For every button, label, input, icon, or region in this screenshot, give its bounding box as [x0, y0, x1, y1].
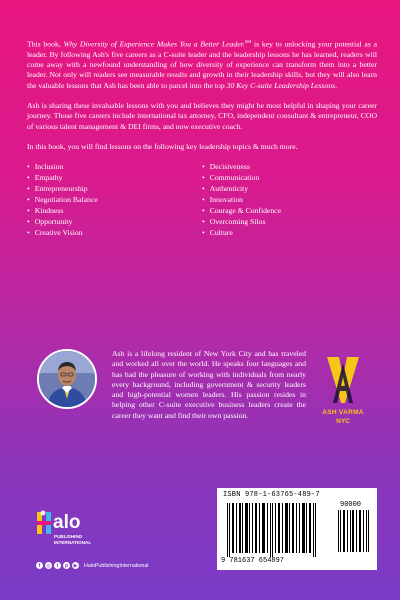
isbn-barcode: [217, 488, 377, 570]
topic-item: • Kindness: [27, 206, 202, 217]
topic-item: • Inclusion: [27, 162, 202, 173]
topics-column-left: [27, 162, 202, 238]
publisher-name: alo: [53, 512, 81, 533]
cover-copy: [27, 37, 377, 239]
description-paragraph-3: In this book, you will find lessons on the following key leadership topics & much more.: [27, 141, 298, 151]
topic-item: • Creative Vision: [27, 228, 202, 239]
facebook-icon[interactable]: f: [36, 562, 43, 569]
topic-item: • Empathy: [27, 173, 202, 184]
publisher-subtitle: [54, 534, 91, 545]
author-logo-name: ASH VARMA: [322, 409, 364, 416]
isbn-number: ISBN 978-1-63765-489-7: [223, 491, 320, 499]
social-links: [36, 562, 149, 569]
topics-list: [27, 162, 377, 238]
p1-intro: This book,: [27, 39, 64, 49]
topic-item: • Communication: [202, 173, 377, 184]
instagram-icon[interactable]: ◎: [46, 562, 51, 569]
topic-item: • Innovation: [202, 195, 377, 206]
topics-column-right: [202, 162, 377, 238]
barcode-digits: 9 781637 654897: [221, 557, 285, 565]
lessons-title: 30 Key C-suite Leadership Lessons: [226, 80, 336, 90]
book-title: Why Diversity of Experience Makes You a Better Leader.: [63, 39, 245, 49]
ean-barcode-icon: [227, 503, 319, 557]
publisher-logo: [37, 510, 127, 560]
topic-item: • Overcoming Silos: [202, 217, 377, 228]
p1-end: .: [335, 80, 338, 90]
author-logo-city: NYC: [336, 418, 350, 425]
publisher-sub2: INTERNATIONAL: [54, 539, 92, 545]
author-photo: [37, 349, 97, 409]
youtube-icon[interactable]: ▶: [73, 562, 78, 569]
publisher-sub1: PUBLISHING: [54, 534, 83, 539]
topic-item: • Authenticity: [202, 184, 377, 195]
topic-item: • Negotiation Balance: [27, 195, 202, 206]
twitter-icon[interactable]: t: [54, 562, 61, 569]
topic-item: • Opportunity: [27, 217, 202, 228]
topic-item: • Culture: [202, 228, 377, 239]
pinterest-icon[interactable]: p: [64, 562, 69, 569]
price-barcode-icon: [338, 510, 370, 552]
price-code: 90000: [340, 501, 362, 509]
p1-body: is key to unlocking your potential as a leader. By following Ash's five careers as a C-suite leader and the leadership lessons he has learned, readers will come away with a newfound understanding of how diversity of experience can transform them into a better leader. Not only will readers see measurable results and growth in their leadership skills, but they will also learn the valuable lessons that Ash has been able to parcel into the top: [27, 39, 378, 90]
topic-item: • Courage & Confidence: [202, 206, 377, 217]
description-paragraph-2: Ash is sharing these invaluable lessons with you and believes they might be most helpful in shaping your career journey. Those five careers include international tax attorney, CFO, independent consultant & entrepreneur, COO of various talent management & DEI firms, and now executive coach.: [27, 101, 377, 131]
social-handle[interactable]: HaloPublishingInternational: [84, 562, 149, 569]
author-photo-illustration: [39, 351, 95, 407]
author-logo: [318, 355, 368, 433]
av-monogram-icon: [323, 355, 363, 407]
service-mark: SM: [244, 39, 252, 44]
topic-item: • Entrepreneurship: [27, 184, 202, 195]
author-bio: Ash is a lifelong resident of New York City and has traveled and worked all over the world. He speaks four languages and has had the pleasure of working with individuals from nearly every background, including government & security leaders and high-potential women leaders. His passion resides in helping other C-suite executive business leaders create the career they want and find their own passion.: [112, 349, 306, 420]
topic-item: • Decisiveness: [202, 162, 377, 173]
description-paragraph-1: [27, 37, 377, 91]
